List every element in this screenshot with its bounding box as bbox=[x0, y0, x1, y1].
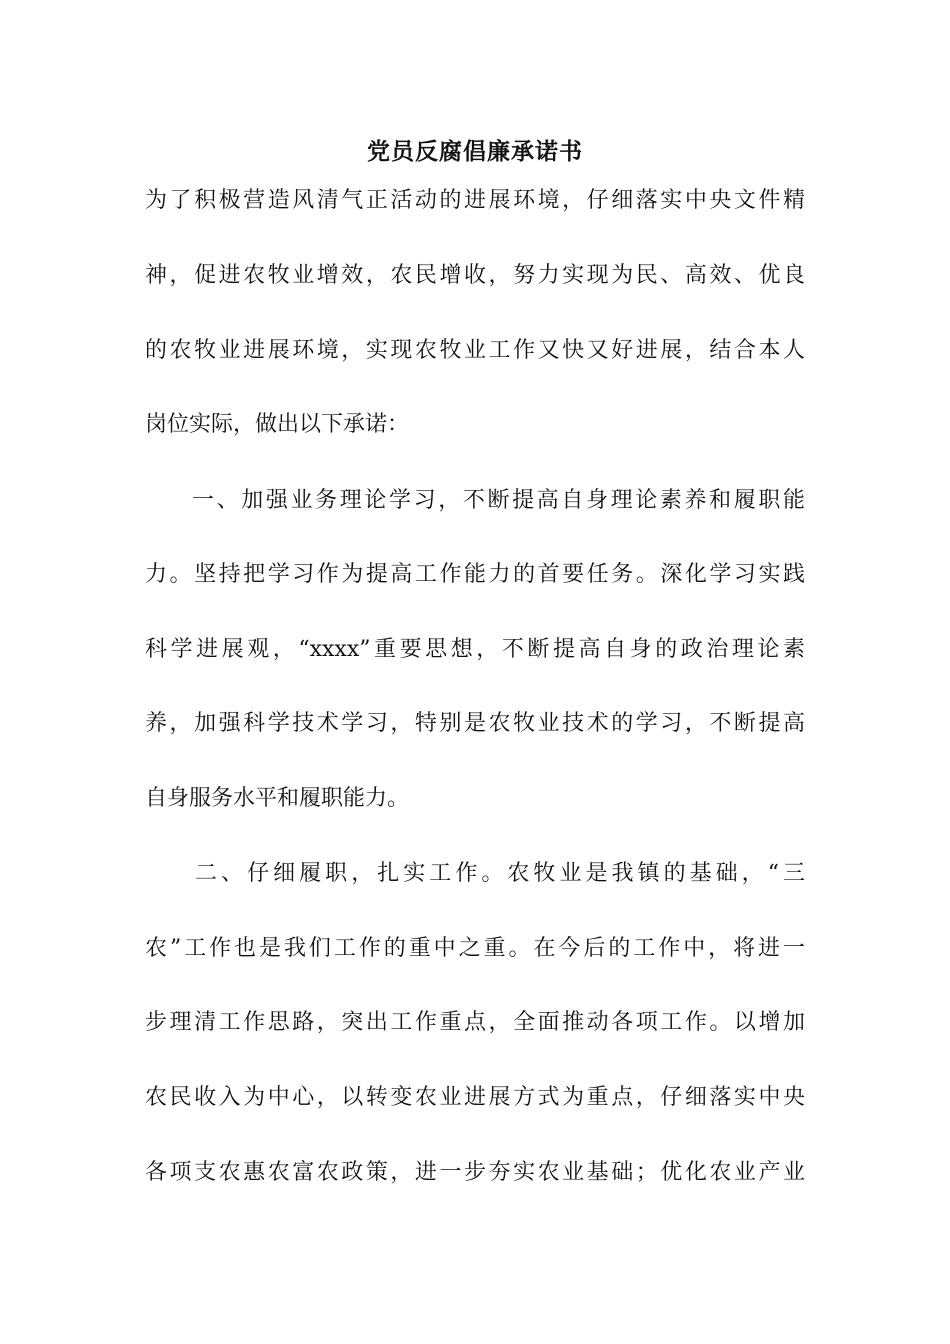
paragraph-line: 神，促进农牧业增效，农民增收，努力实现为民、高效、优良 bbox=[145, 263, 805, 288]
paragraph-line: 农民收入为中心，以转变农业进展方式为重点，仔细落实中央 bbox=[145, 1085, 805, 1110]
paragraph-line: 各项支农惠农富农政策，进一步夯实农业基础；优化农业产业 bbox=[145, 1160, 805, 1185]
paragraph-line: 一、加强业务理论学习，不断提高自身理论素养和履职能 bbox=[192, 488, 805, 513]
paragraph-line: 自身服务水平和履职能力。 bbox=[145, 786, 410, 811]
paragraph-line: 步理清工作思路，突出工作重点，全面推动各项工作。以增加 bbox=[145, 1010, 805, 1035]
document-title: 党员反腐倡廉承诺书 bbox=[367, 138, 583, 165]
paragraph-line: 科学进展观，“xxxx”重要思想，不断提高自身的政治理论素 bbox=[145, 637, 805, 662]
paragraph-line: 农”工作也是我们工作的重中之重。在今后的工作中，将进一 bbox=[145, 936, 805, 961]
paragraph-line: 养，加强科学技术学习，特别是农牧业技术的学习，不断提高 bbox=[145, 711, 805, 736]
paragraph-line: 岗位实际，做出以下承诺： bbox=[145, 412, 410, 437]
paragraph-line: 力。坚持把学习作为提高工作能力的首要任务。深化学习实践 bbox=[145, 562, 805, 587]
paragraph-line: 为了积极营造风清气正活动的进展环境，仔细落实中央文件精 bbox=[145, 188, 805, 213]
paragraph-line: 二、仔细履职，扎实工作。农牧业是我镇的基础，“三 bbox=[195, 861, 805, 886]
paragraph-line: 的农牧业进展环境，实现农牧业工作又快又好进展，结合本人 bbox=[145, 338, 805, 363]
